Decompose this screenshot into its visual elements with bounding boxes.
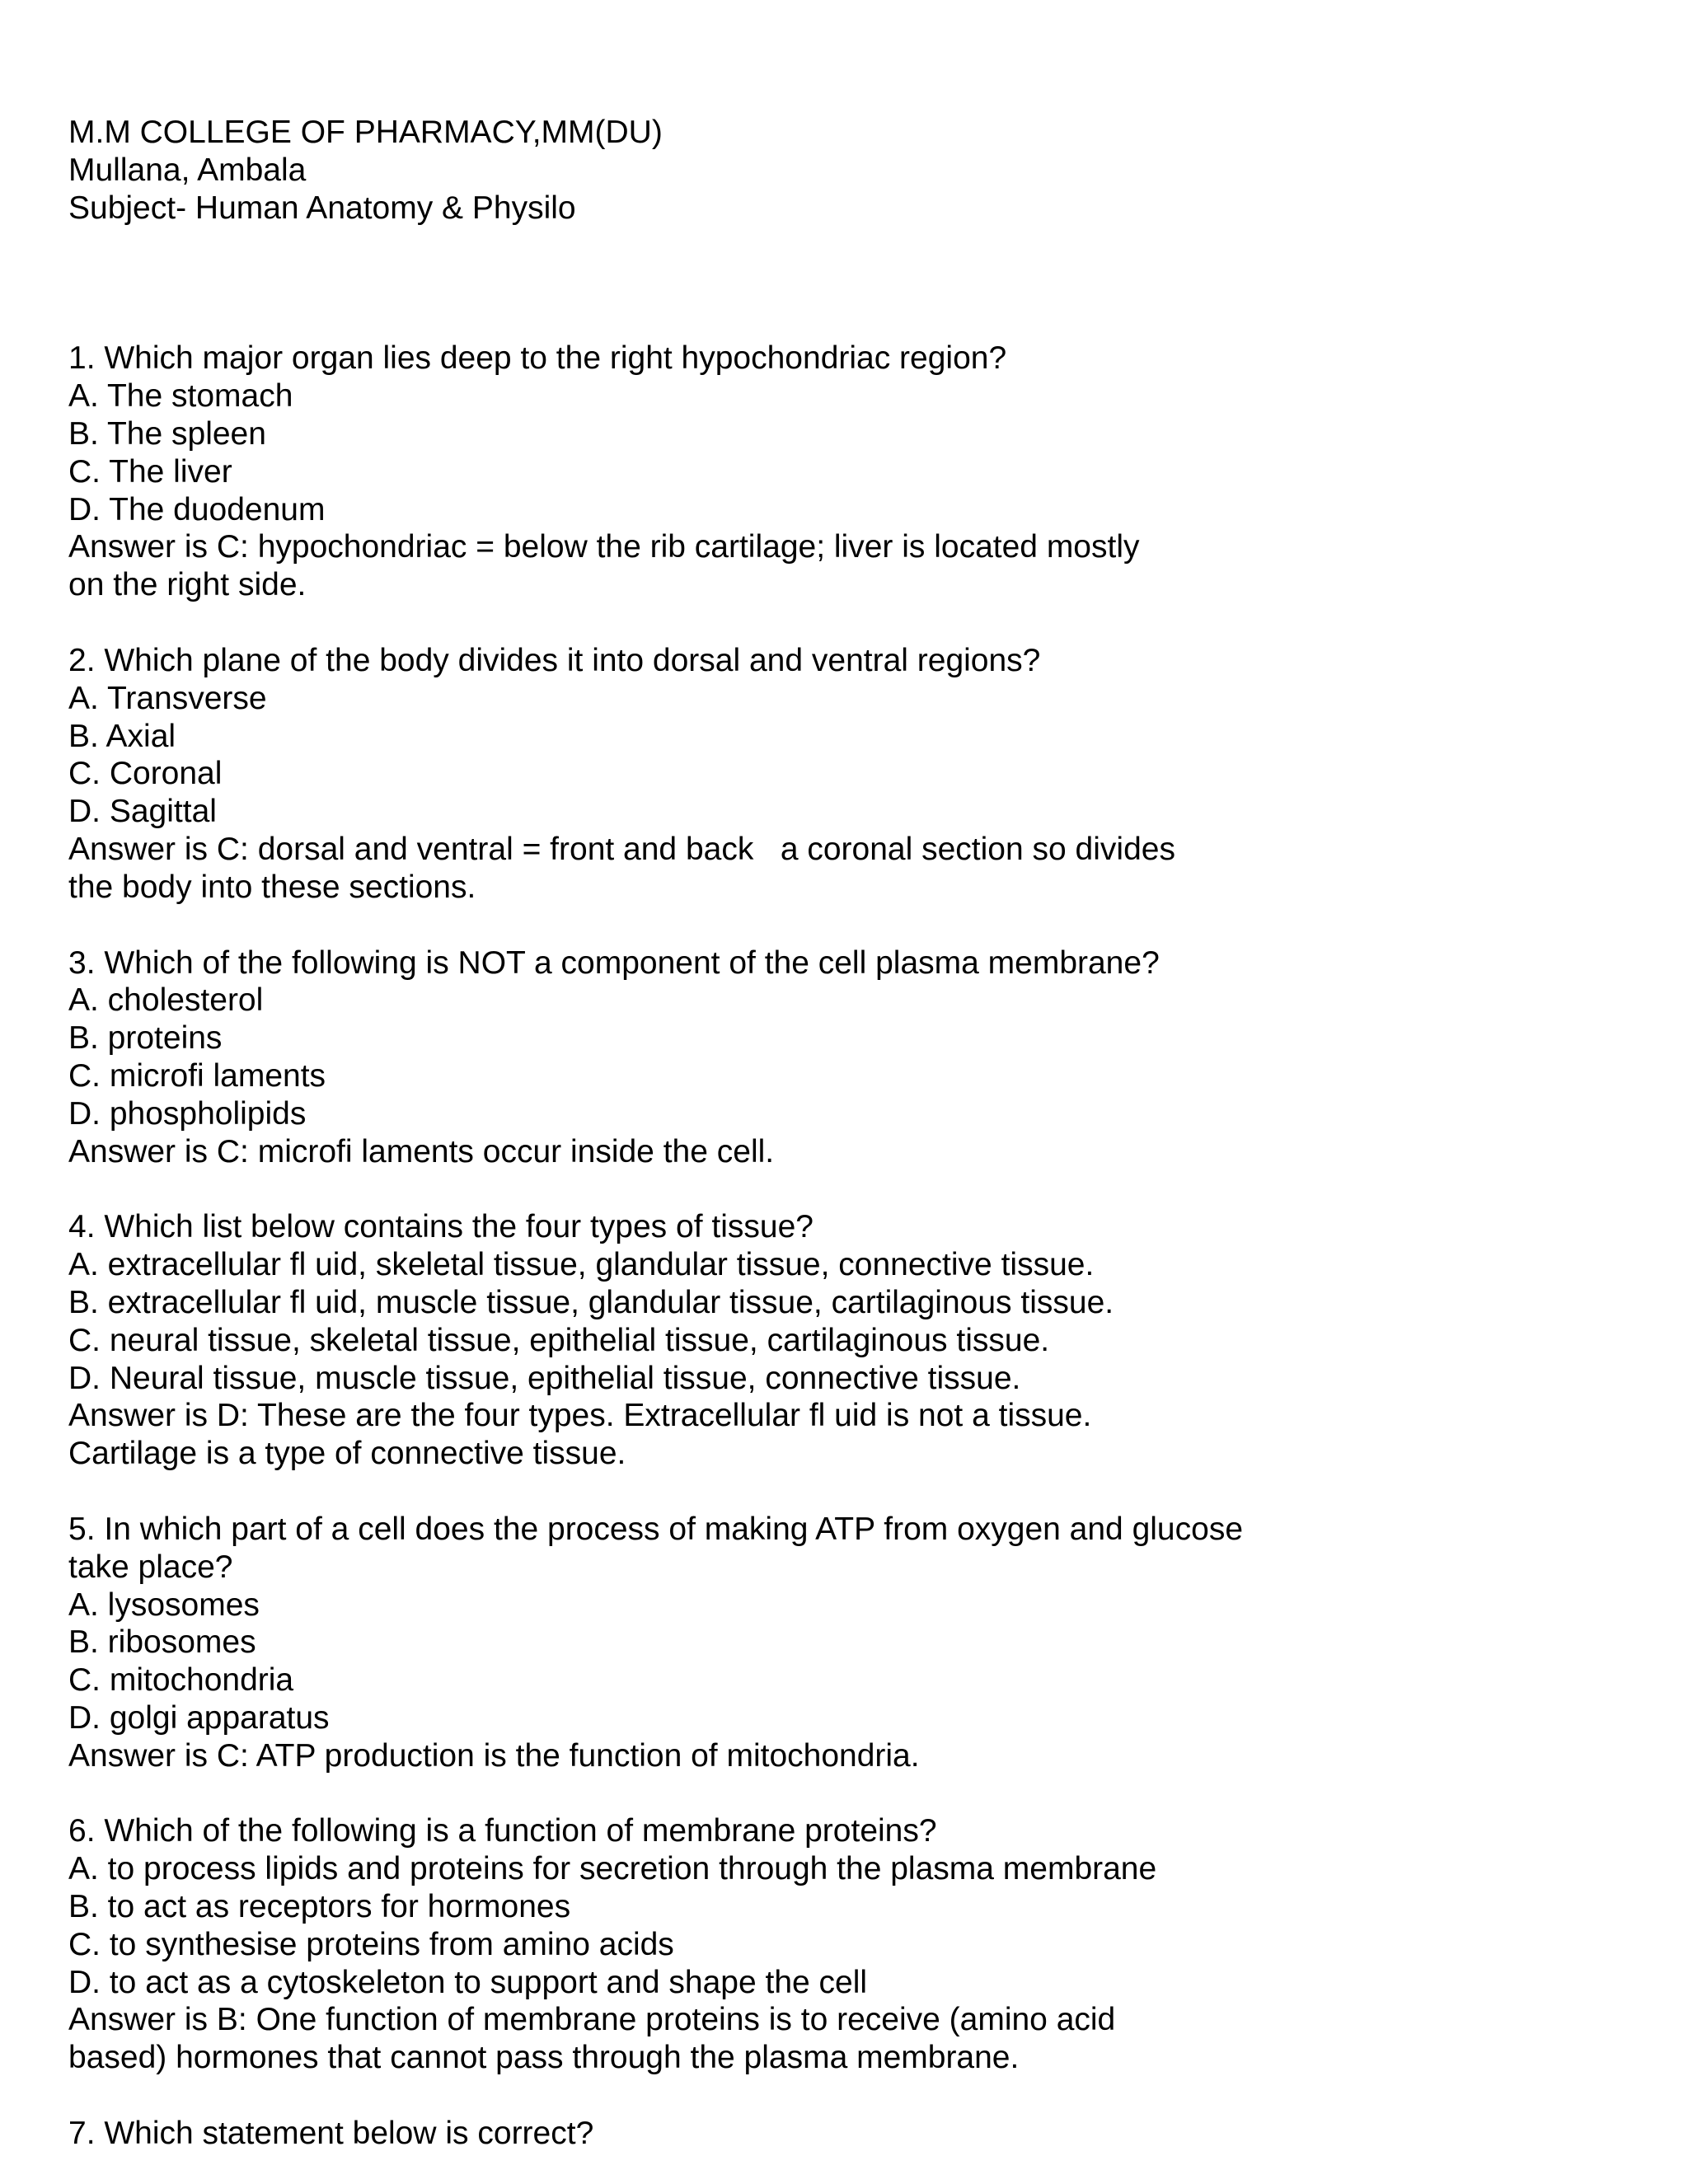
option-b: B. Axial (68, 718, 176, 754)
option-a: A. Transverse (68, 680, 267, 716)
answer-line: Cartilage is a type of connective tissue. (68, 1436, 626, 1472)
spacer (68, 1774, 1634, 1812)
option-c: C. mitochondria (68, 1662, 294, 1699)
spacer (68, 227, 1634, 340)
spacer (68, 604, 1634, 642)
question-text: 1. Which major organ lies deep to the right hypochondriac region? (68, 340, 1007, 377)
option-b: B. proteins (68, 1020, 223, 1057)
spacer (68, 907, 1634, 944)
answer-line: Answer is C: microfi laments occur inside the cell. (68, 1133, 775, 1169)
answer-line: on the right side. (68, 567, 307, 603)
question-text: take place? (68, 1549, 233, 1585)
option-d: D. The duodenum (68, 491, 326, 527)
option-a: A. cholesterol (68, 982, 264, 1019)
question-3 (68, 944, 1634, 1171)
option-b: B. The spleen (68, 415, 266, 452)
question-7 (68, 2115, 1634, 2153)
answer-line: Answer is C: dorsal and ventral = front and back a coronal section so divides (68, 831, 1175, 867)
option-d: D. phospholipids (68, 1095, 307, 1132)
option-a: A. extracellular fl uid, skeletal tissue, glandular tissue, connective tissue. (68, 1247, 1095, 1283)
option-a: A. to process lipids and proteins for secretion through the plasma membrane (68, 1851, 1157, 1887)
question-2 (68, 642, 1634, 907)
question-4 (68, 1208, 1634, 1473)
institution-location: Mullana, Ambala (68, 152, 307, 188)
institution-name: M.M COLLEGE OF PHARMACY,MM(DU) (68, 115, 663, 150)
document-header (68, 114, 1634, 227)
subject-line: Subject- Human Anatomy & Physilo (68, 190, 576, 226)
answer-line: Answer is C: ATP production is the function of mitochondria. (68, 1737, 920, 1774)
answer-line: Answer is C: hypochondriac = below the rib cartilage; liver is located mostly (68, 529, 1140, 565)
question-text: 7. Which statement below is correct? (68, 2116, 594, 2152)
question-text: 4. Which list below contains the four types of tissue? (68, 1209, 814, 1245)
option-a: A. The stomach (68, 378, 293, 415)
question-6 (68, 1812, 1634, 2077)
option-c: C. The liver (68, 453, 232, 490)
answer-line: the body into these sections. (68, 869, 476, 905)
option-c: C. Coronal (68, 756, 223, 792)
option-a: A. lysosomes (68, 1586, 260, 1623)
option-b: B. to act as receptors for hormones (68, 1889, 571, 1925)
option-c: C. to synthesise proteins from amino acids (68, 1926, 674, 1962)
option-b: B. extracellular fl uid, muscle tissue, glandular tissue, cartilaginous tissue. (68, 1284, 1114, 1320)
option-c: C. neural tissue, skeletal tissue, epithelial tissue, cartilaginous tissue. (68, 1322, 1050, 1358)
question-text: 6. Which of the following is a function of membrane proteins? (68, 1813, 937, 1849)
question-text: 5. In which part of a cell does the process of making ATP from oxygen and glucose (68, 1511, 1244, 1547)
option-d: D. to act as a cytoskeleton to support and shape the cell (68, 1964, 868, 2000)
answer-line: Answer is B: One function of membrane proteins is to receive (amino acid (68, 2002, 1116, 2038)
question-5 (68, 1511, 1634, 1775)
option-c: C. microfi laments (68, 1057, 326, 1094)
option-d: D. Sagittal (68, 794, 217, 830)
spacer (68, 2077, 1634, 2115)
option-d: D. golgi apparatus (68, 1699, 330, 1736)
question-text: 2. Which plane of the body divides it into dorsal and ventral regions? (68, 642, 1041, 678)
option-d: D. Neural tissue, muscle tissue, epithelial tissue, connective tissue. (68, 1360, 1021, 1396)
option-b: B. ribosomes (68, 1624, 256, 1661)
spacer (68, 1170, 1634, 1208)
question-1 (68, 340, 1634, 604)
spacer (68, 1473, 1634, 1511)
question-text: 3. Which of the following is NOT a component of the cell plasma membrane? (68, 944, 1160, 981)
document-page (68, 114, 1634, 2153)
answer-line: Answer is D: These are the four types. Extracellular fl uid is not a tissue. (68, 1398, 1092, 1434)
answer-line: based) hormones that cannot pass through the plasma membrane. (68, 2040, 1020, 2076)
